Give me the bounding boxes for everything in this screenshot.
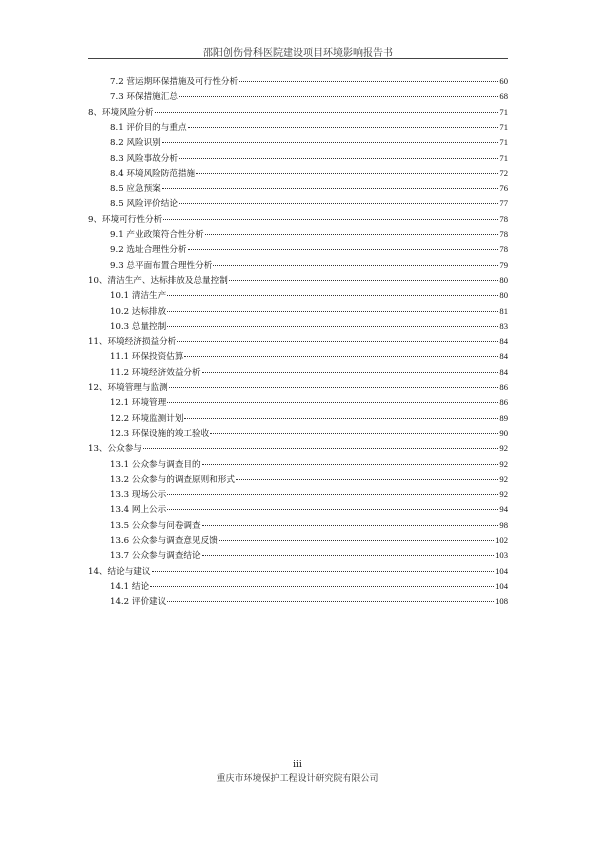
toc-entry[interactable] (110, 426, 508, 440)
toc-entry[interactable] (88, 334, 508, 348)
toc-entry-title: 8、环境风险分析 (88, 107, 154, 118)
toc-leader-dots (167, 295, 498, 296)
toc-entry[interactable] (110, 594, 508, 608)
toc-entry-title: 7.3 环保措施汇总 (110, 92, 178, 103)
footer-organization: 重庆市环境保护工程设计研究院有限公司 (216, 774, 379, 784)
toc-entry[interactable] (88, 273, 508, 287)
header-rule (88, 58, 508, 59)
toc-leader-dots (143, 448, 499, 449)
toc-entry-page: 98 (499, 519, 508, 530)
toc-leader-dots (152, 571, 495, 572)
toc-leader-dots (202, 525, 499, 526)
toc-leader-dots (167, 402, 498, 403)
toc-entry-page: 104 (495, 580, 508, 591)
toc-leader-dots (179, 158, 498, 159)
toc-entry-page: 94 (499, 504, 508, 515)
toc-entry-page: 71 (499, 152, 508, 163)
toc-entry[interactable] (110, 304, 508, 318)
toc-entry[interactable] (88, 441, 508, 455)
toc-entry-page: 86 (499, 382, 508, 392)
toc-entry[interactable] (110, 181, 508, 195)
toc-entry-title: 12.2 环境监测计划 (110, 413, 184, 424)
toc-entry[interactable] (110, 74, 508, 88)
toc-entry-page: 80 (499, 290, 508, 301)
toc-entry-page: 89 (499, 412, 508, 423)
toc-entry-title: 8.5 应急预案 (110, 184, 161, 195)
toc-entry-title: 12.3 环保设施的竣工验收 (110, 428, 210, 439)
running-header: 邵阳创伤骨科医院建设项目环境影响报告书 (203, 48, 393, 59)
toc-leader-dots (167, 326, 498, 327)
toc-entry[interactable] (110, 242, 508, 256)
toc-entry-title: 9.3 总平面布置合理性分析 (110, 260, 213, 271)
toc-entry[interactable] (88, 564, 508, 578)
toc-entry-title: 13.6 公众参与调查意见反馈 (110, 536, 218, 546)
toc-leader-dots (205, 234, 499, 235)
toc-entry-title: 8.3 风险事故分析 (110, 153, 178, 164)
toc-entry[interactable] (110, 151, 508, 165)
toc-entry[interactable] (110, 120, 508, 134)
toc-entry[interactable] (110, 472, 508, 486)
toc-entry-page: 92 (499, 443, 508, 454)
toc-entry-page: 78 (499, 213, 508, 224)
toc-entry-title: 14、结论与建议 (88, 566, 151, 577)
toc-leader-dots (229, 280, 499, 281)
toc-entry-page: 71 (499, 121, 508, 132)
toc-entry-title: 9.2 选址合理性分析 (110, 245, 187, 256)
toc-entry-page: 86 (499, 397, 508, 408)
toc-entry-page: 78 (499, 244, 508, 255)
toc-entry-title: 13、公众参与 (88, 444, 142, 455)
toc-leader-dots (202, 464, 499, 465)
toc-entry-title: 11.1 环保投资估算 (110, 352, 184, 363)
toc-entry-page: 81 (499, 305, 508, 316)
toc-entry[interactable] (110, 135, 508, 149)
toc-entry-title: 13.5 公众参与问卷调查 (110, 520, 201, 531)
toc-leader-dots (162, 188, 499, 189)
toc-entry-title: 13.4 网上公示 (110, 505, 167, 516)
toc-entry[interactable] (110, 196, 508, 210)
toc-leader-dots (219, 540, 494, 541)
toc-leader-dots (188, 249, 499, 250)
toc-entry-page: 60 (499, 76, 508, 86)
toc-leader-dots (196, 173, 498, 174)
toc-leader-dots (239, 81, 498, 82)
toc-entry-title: 8.2 风险识别 (110, 138, 161, 149)
toc-entry-title: 10.1 清洁生产 (110, 291, 167, 302)
toc-entry[interactable] (110, 365, 508, 379)
toc-entry-page: 68 (499, 91, 508, 102)
toc-entry-page: 71 (499, 137, 508, 148)
toc-entry-title: 10.3 总量控制 (110, 321, 167, 332)
toc-entry-page: 104 (495, 565, 508, 576)
toc-entry-title: 13.3 现场公示 (110, 490, 167, 501)
toc-leader-dots (150, 586, 494, 587)
toc-entry[interactable] (88, 105, 508, 119)
toc-leader-dots (184, 356, 498, 357)
toc-entry-page: 108 (495, 596, 508, 607)
toc-entry[interactable] (110, 518, 508, 532)
toc-entry-page: 92 (499, 473, 508, 484)
toc-entry[interactable] (110, 227, 508, 241)
toc-entry-page: 84 (499, 351, 508, 362)
toc-leader-dots (202, 555, 494, 556)
toc-entry[interactable] (110, 533, 508, 547)
toc-entry[interactable] (110, 579, 508, 593)
toc-leader-dots (202, 372, 499, 373)
toc-entry[interactable] (110, 411, 508, 425)
toc-leader-dots (236, 479, 498, 480)
toc-leader-dots (210, 433, 498, 434)
toc-entry-page: 84 (499, 366, 508, 377)
toc-entry-title: 14.2 评价建议 (110, 597, 167, 608)
toc-entry[interactable] (110, 457, 508, 471)
toc-leader-dots (213, 265, 498, 266)
toc-entry[interactable] (110, 166, 508, 180)
toc-entry-title: 9、环境可行性分析 (88, 214, 163, 225)
toc-entry[interactable] (110, 502, 508, 516)
toc-entry-title: 11.2 环境经济效益分析 (110, 367, 201, 378)
toc-entry-title: 8.1 评价目的与重点 (110, 122, 187, 133)
toc-entry-page: 102 (495, 535, 508, 545)
toc-leader-dots (188, 127, 499, 128)
toc-entry-title: 8.4 环境风险防范措施 (110, 168, 196, 179)
toc-entry-page: 84 (499, 336, 508, 347)
toc-entry-title: 13.1 公众参与调查目的 (110, 459, 201, 470)
toc-entry[interactable] (110, 548, 508, 562)
toc-entry[interactable] (110, 487, 508, 501)
toc-leader-dots (179, 96, 498, 97)
toc-entry-page: 92 (499, 458, 508, 469)
toc-leader-dots (169, 387, 499, 388)
toc-entry[interactable] (110, 319, 508, 333)
toc-entry-title: 10.2 达标排放 (110, 306, 167, 317)
toc-leader-dots (179, 203, 498, 204)
toc-entry-page: 80 (499, 274, 508, 285)
toc-entry[interactable] (110, 89, 508, 103)
toc-entry[interactable] (110, 258, 508, 272)
toc-entry-title: 10、清洁生产、达标排放及总量控制 (88, 275, 228, 286)
toc-entry-title: 8.5 风险评价结论 (110, 199, 178, 210)
toc-entry-page: 76 (499, 183, 508, 194)
toc-leader-dots (167, 509, 498, 510)
toc-entry-page: 92 (499, 489, 508, 500)
toc-leader-dots (162, 142, 499, 143)
toc-leader-dots (167, 494, 498, 495)
toc-entry-title: 9.1 产业政策符合性分析 (110, 230, 204, 240)
toc-leader-dots (163, 219, 498, 220)
toc-entry[interactable] (110, 349, 508, 363)
toc-leader-dots (167, 311, 498, 312)
toc-entry-page: 71 (499, 106, 508, 117)
toc-entry-title: 13.7 公众参与调查结论 (110, 551, 201, 562)
toc-entry-title: 12.1 环境管理 (110, 398, 167, 409)
toc-entry-page: 90 (499, 427, 508, 438)
toc-entry-page: 103 (495, 550, 508, 561)
toc-entry[interactable] (88, 380, 508, 394)
toc-entry-title: 13.2 公众参与的调查原则和形式 (110, 474, 235, 485)
toc-entry-page: 72 (499, 167, 508, 178)
toc-entry-title: 14.1 结论 (110, 581, 150, 592)
page-number: iii (293, 760, 302, 770)
toc-entry-title: 12、环境管理与监测 (88, 383, 168, 393)
toc-leader-dots (184, 418, 498, 419)
toc-leader-dots (167, 601, 494, 602)
toc-entry-title: 7.2 营运期环保措施及可行性分析 (110, 77, 239, 87)
toc-entry-title: 11、环境经济损益分析 (88, 337, 177, 348)
toc-entry-page: 83 (499, 320, 508, 331)
toc-entry[interactable] (110, 395, 508, 409)
toc-entry-page: 79 (499, 259, 508, 270)
toc-entry-page: 77 (499, 198, 508, 209)
toc-leader-dots (155, 112, 499, 113)
toc-entry[interactable] (110, 288, 508, 302)
toc-entry[interactable] (88, 212, 508, 226)
toc-leader-dots (177, 341, 498, 342)
toc-entry-page: 78 (499, 229, 508, 239)
